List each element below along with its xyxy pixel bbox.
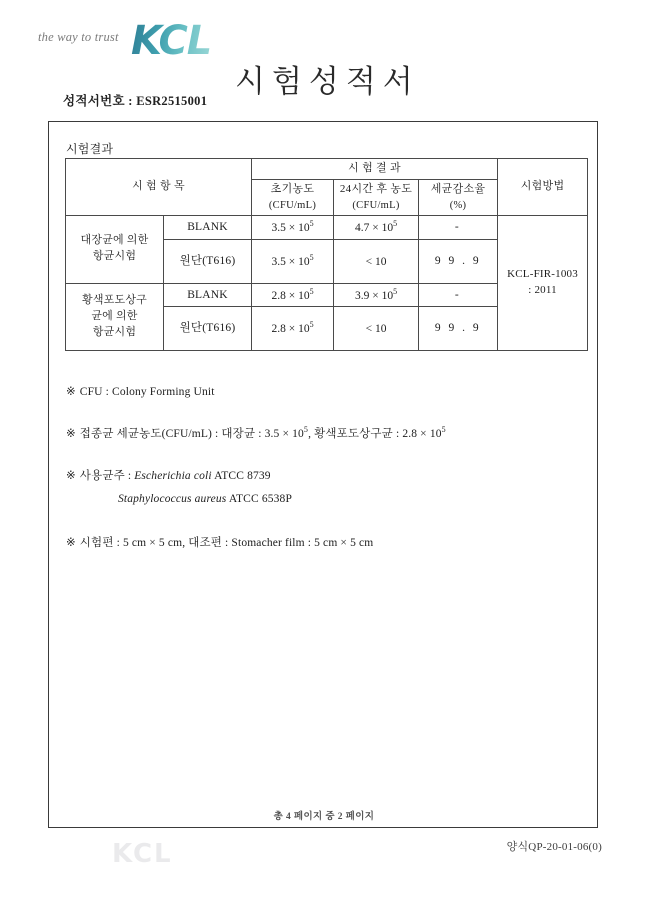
sample-name: 원단(T616) (164, 307, 252, 351)
note-strains-line-2 (66, 490, 576, 508)
header-reduction-unit: (%) (449, 199, 467, 211)
note-specimen-text: 시험편 : 5 cm × 5 cm, 대조편 : Stomacher film : 5 cm × 5 cm (79, 537, 374, 550)
strain-code-2: ATCC 6538P (226, 493, 292, 505)
after-24h-concentration-value (334, 283, 419, 307)
note-inoculum-mid: , 황색포도상구균 : 2.8 × 10 (308, 428, 442, 441)
value-mantissa: 3.5 × 10 (271, 221, 310, 234)
strain-code-1: ATCC 8739 (211, 469, 271, 482)
initial-concentration-value (252, 307, 334, 351)
test-item-line-2: 균에 의한 (91, 309, 138, 322)
page-count-label: 총 4 페이지 중 2 페이지 (273, 812, 375, 822)
report-number: 성적서번호 : ESR2515001 (63, 94, 208, 108)
value-exponent: 5 (309, 320, 314, 330)
sample-name: BLANK (164, 283, 252, 307)
header-after-24h-concentration (334, 179, 419, 215)
test-item-line-1: 황색포도상구 (82, 293, 147, 306)
sample-name: BLANK (164, 216, 252, 240)
table-header-row-1 (66, 159, 588, 180)
value-exponent: 5 (309, 286, 314, 296)
header-initial-concentration (252, 179, 334, 215)
value-exponent: 5 (393, 286, 398, 296)
header-test-item: 시 험 항 목 (66, 159, 252, 216)
note-bullet-icon: ※ (66, 386, 76, 398)
test-method-line-1: KCL-FIR-1003 (507, 268, 578, 281)
initial-concentration-value (252, 216, 334, 240)
value-mantissa: 2.8 × 10 (271, 289, 310, 302)
header-test-method: 시험방법 (498, 159, 588, 216)
page-title: 시험성적서 (235, 64, 420, 100)
note-strains-used (66, 467, 576, 509)
test-method-line-2: : 2011 (528, 284, 557, 297)
value-exponent: 5 (309, 219, 314, 229)
note-bullet-icon: ※ (66, 537, 76, 550)
test-item-name-ecoli (66, 216, 164, 284)
after-24h-concentration-value (334, 216, 419, 240)
value-exponent: 5 (393, 219, 398, 229)
header-initial-concentration-label: 초기농도 (270, 182, 315, 195)
after-24h-concentration-value (334, 239, 419, 283)
company-tagline: the way to trust (38, 30, 119, 44)
value-mantissa: < 10 (365, 255, 387, 268)
test-item-line-2: 항균시험 (92, 250, 137, 263)
value-mantissa: < 10 (365, 323, 387, 336)
value-mantissa: 2.8 × 10 (271, 323, 310, 336)
test-item-name-saureus (66, 283, 164, 351)
note-inoculum-exp-1: 5 (303, 425, 309, 435)
test-results-table (65, 158, 588, 351)
value-mantissa: 3.5 × 10 (271, 255, 310, 268)
test-item-line-1: 대장균에 의한 (80, 234, 149, 247)
note-specimen-size (66, 534, 576, 552)
strain-species-1: Escherichia coli (134, 469, 212, 482)
sample-name: 원단(T616) (164, 239, 252, 283)
header-after-24h-label: 24시간 후 농도 (339, 182, 413, 195)
header-after-24h-unit: (CFU/mL) (352, 199, 400, 211)
form-code-label: 양식QP-20-01-06(0) (506, 841, 602, 853)
initial-concentration-value (252, 283, 334, 307)
note-inoculum-concentration (66, 424, 576, 443)
note-inoculum-pre: 접종균 세균농도(CFU/mL) : 대장균 : 3.5 × 10 (79, 428, 304, 441)
test-item-line-3: 항균시험 (92, 325, 137, 338)
value-exponent: 5 (309, 252, 314, 262)
reduction-rate-value: 9 9 . 9 (419, 239, 498, 283)
reduction-rate-value: 9 9 . 9 (419, 307, 498, 351)
table-row (66, 216, 588, 240)
note-bullet-icon: ※ (66, 469, 76, 482)
test-method-value (498, 216, 588, 351)
note-cfu-definition (66, 383, 576, 401)
watermark-kcl: KCL (112, 839, 173, 869)
notes-section (66, 383, 576, 576)
value-mantissa: 3.9 × 10 (354, 289, 394, 302)
header-reduction-label: 세균감소율 (430, 182, 486, 195)
note-strains-label: 사용균주 : (79, 469, 135, 482)
note-cfu-text: CFU : Colony Forming Unit (79, 386, 215, 398)
initial-concentration-value (252, 239, 334, 283)
header-test-results-group: 시 험 결 과 (252, 159, 498, 180)
strain-species-2: Staphylococcus aureus (118, 493, 227, 505)
header-initial-concentration-unit: (CFU/mL) (268, 199, 317, 211)
after-24h-concentration-value (334, 307, 419, 351)
note-bullet-icon: ※ (66, 428, 76, 441)
value-mantissa: 4.7 × 10 (354, 221, 394, 234)
kcl-logo: KCL (131, 18, 212, 64)
reduction-rate-value: - (419, 216, 498, 240)
note-inoculum-exp-2: 5 (441, 425, 446, 435)
header-bacteria-reduction-rate (419, 179, 498, 215)
section-title-test-results: 시험결과 (66, 142, 114, 156)
reduction-rate-value: - (419, 283, 498, 307)
